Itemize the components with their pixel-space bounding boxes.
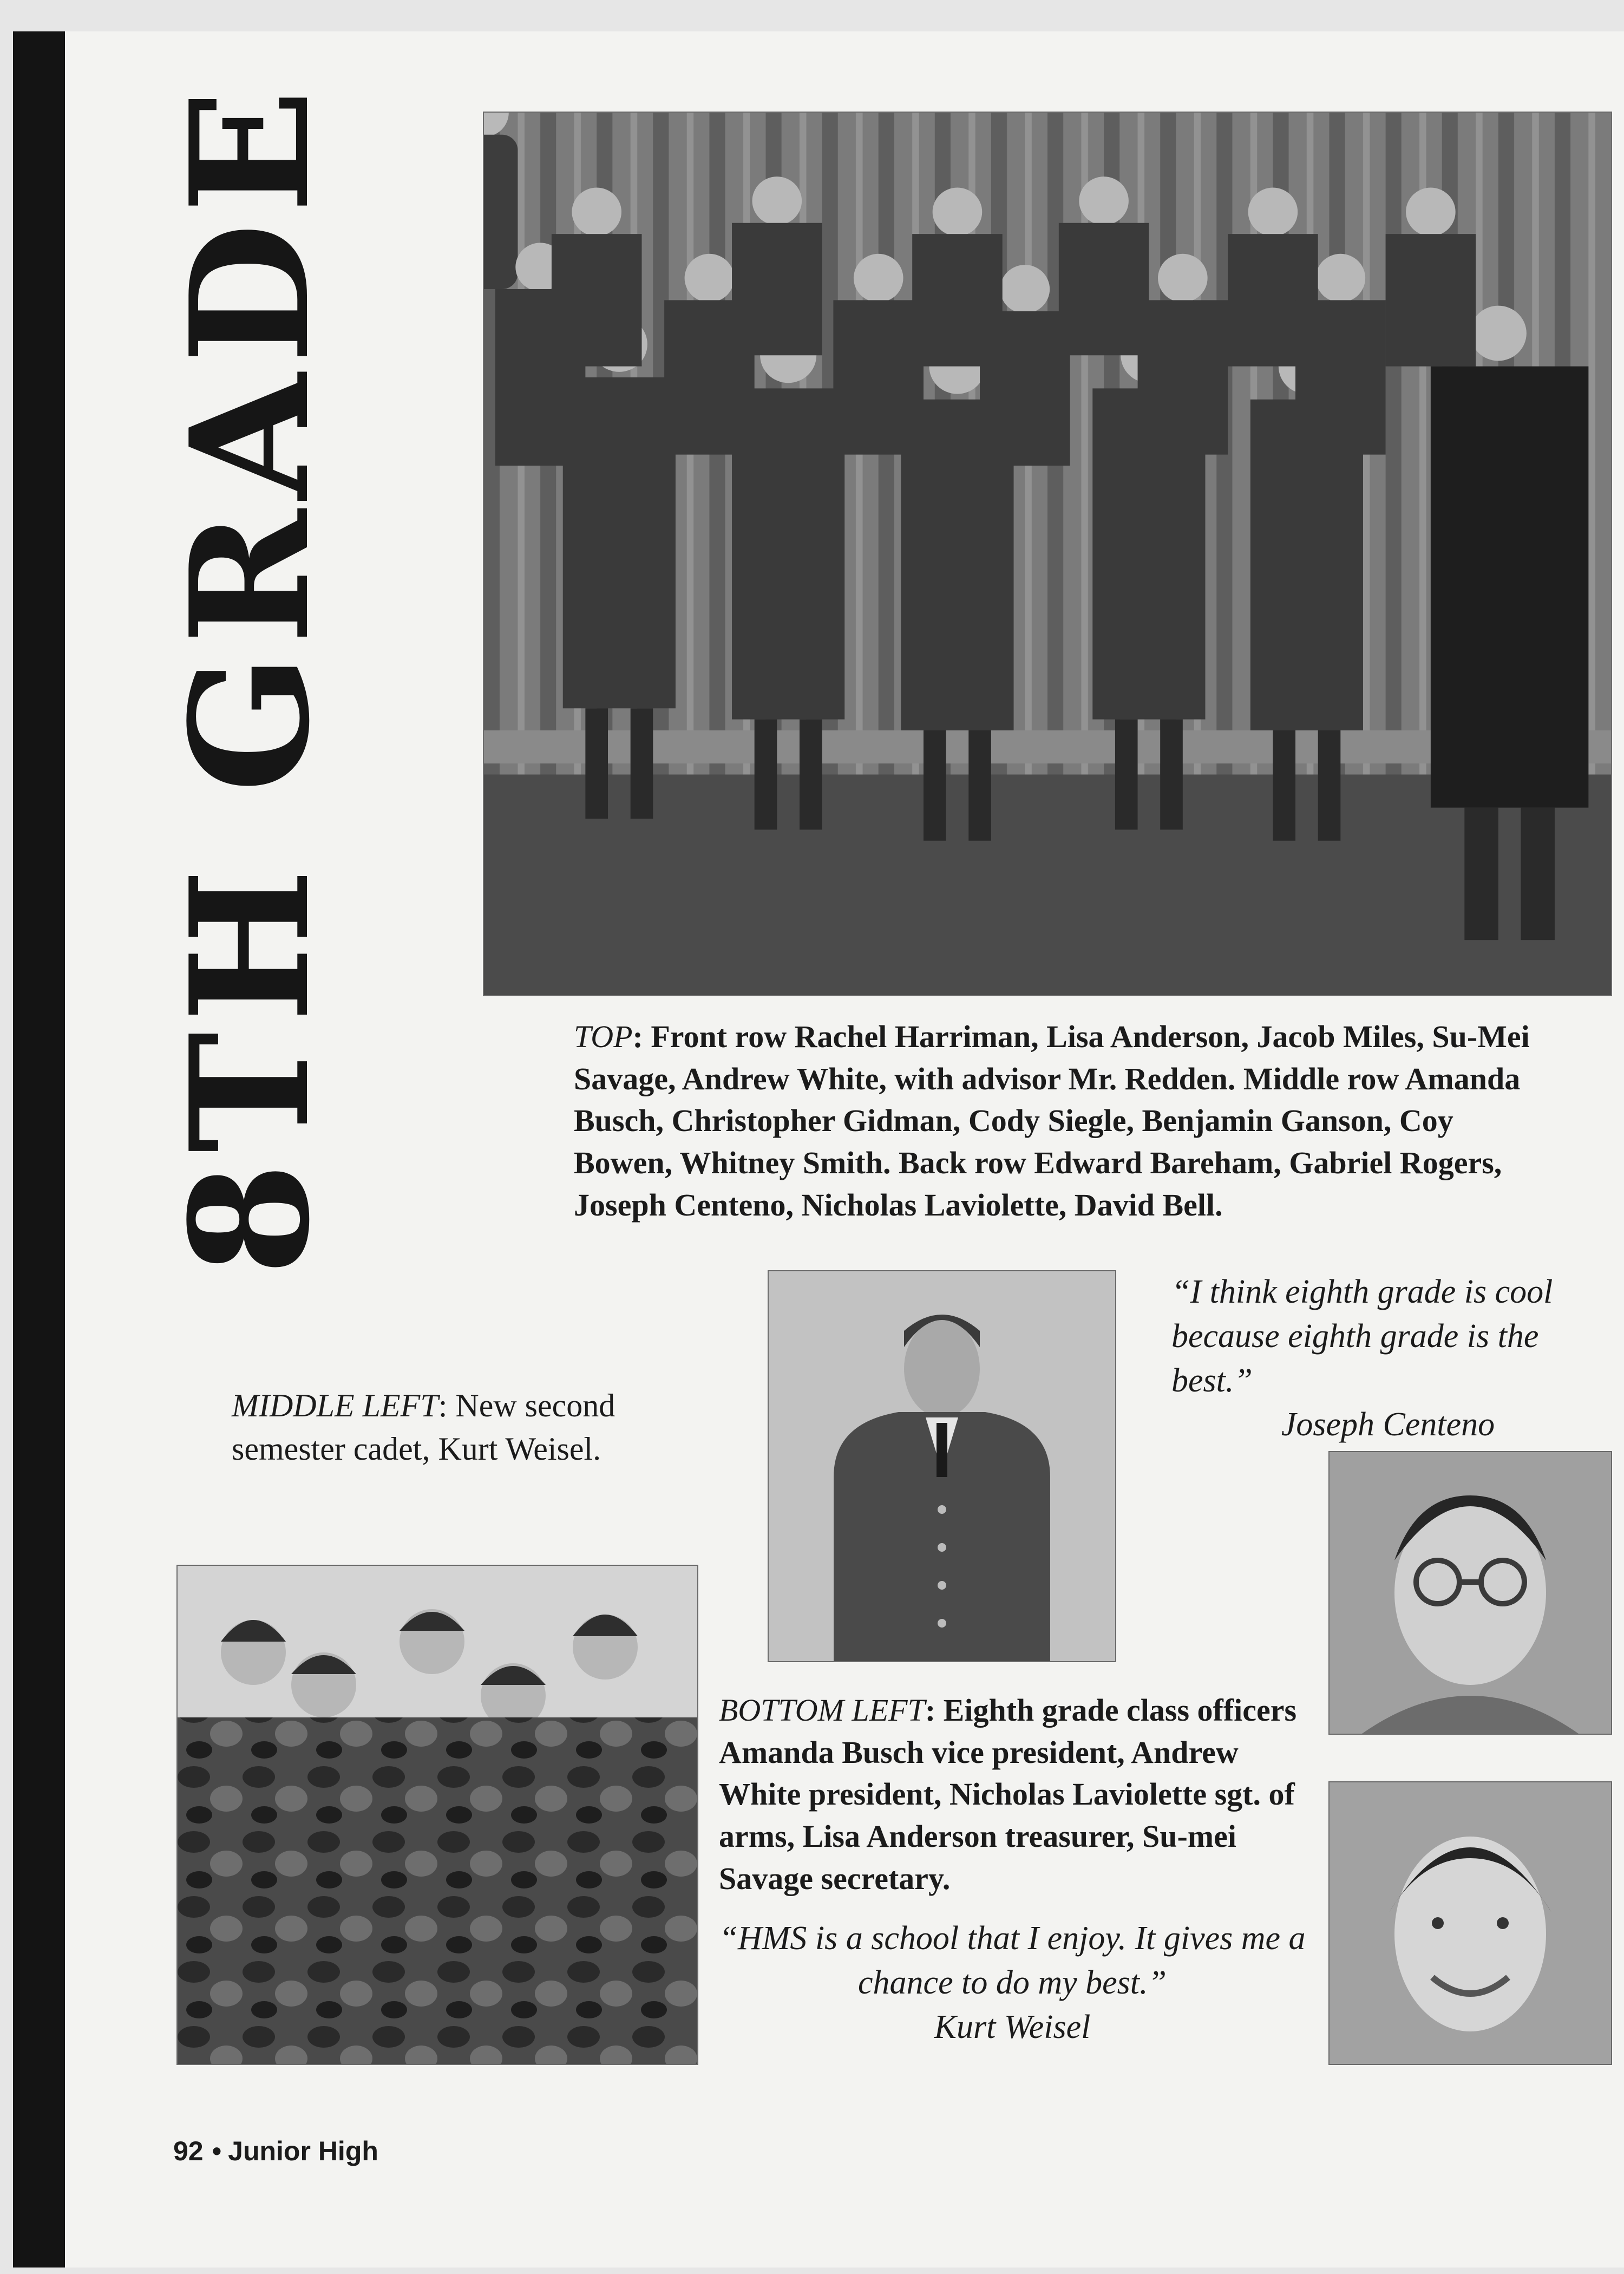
caption-text: : New second semester cadet, Kurt Weisel.: [232, 1388, 615, 1467]
quote-attribution: Joseph Centeno: [1281, 1406, 1495, 1443]
caption-lead: BOTTOM LEFT: [719, 1693, 925, 1728]
middle-left-caption: [232, 1384, 703, 1471]
bottom-left-caption: [719, 1689, 1314, 1900]
portrait-smiling-girl-photo: [1328, 1781, 1612, 2065]
top-photo-caption: [574, 1016, 1548, 1226]
quote-text: “HMS is a school that I enjoy. It gives me a chance to do my best.”: [719, 1920, 1306, 2001]
cadet-portrait-photo: [768, 1270, 1116, 1662]
quote-attribution: Kurt Weisel: [934, 2008, 1091, 2046]
quote-joseph-centeno: [1171, 1270, 1583, 1447]
quote-text: “I think eighth grade is cool because eighth grade is the best.”: [1171, 1273, 1553, 1399]
quote-kurt-weisel: [715, 1917, 1310, 2049]
page-number: 92: [173, 2136, 204, 2166]
class-officers-photo: [176, 1565, 698, 2065]
footer-separator: •: [212, 2136, 222, 2166]
portrait-boy-with-glasses-photo: [1328, 1451, 1612, 1735]
caption-lead: MIDDLE LEFT: [232, 1388, 438, 1423]
caption-text: : Eighth grade class officers Amanda Busch vice president, Andrew White president, Nicholas Laviolette sgt. of arms, Lisa Anderson treasurer, Su-mei Savage secretary.: [719, 1693, 1297, 1896]
footer-section-name: Junior High: [228, 2136, 378, 2166]
caption-text: : Front row Rachel Harriman, Lisa Anderson, Jacob Miles, Su-Mei Savage, Andrew White, with advisor Mr. Redden. Middle row Amanda Busch, Christopher Gidman, Cody Siegle, Benjamin Ganson, Coy Bowen, Whitney Smith. Back row Edward Bareham, Gabriel Rogers, Joseph Centeno, Nicholas Laviolette, David Bell.: [574, 1019, 1530, 1223]
section-title: 8TH GRADE: [154, 80, 345, 1276]
page-footer: [173, 2135, 378, 2167]
group-photo: [483, 112, 1612, 996]
page-binding-edge: [13, 31, 65, 2268]
caption-lead: TOP: [574, 1019, 633, 1054]
